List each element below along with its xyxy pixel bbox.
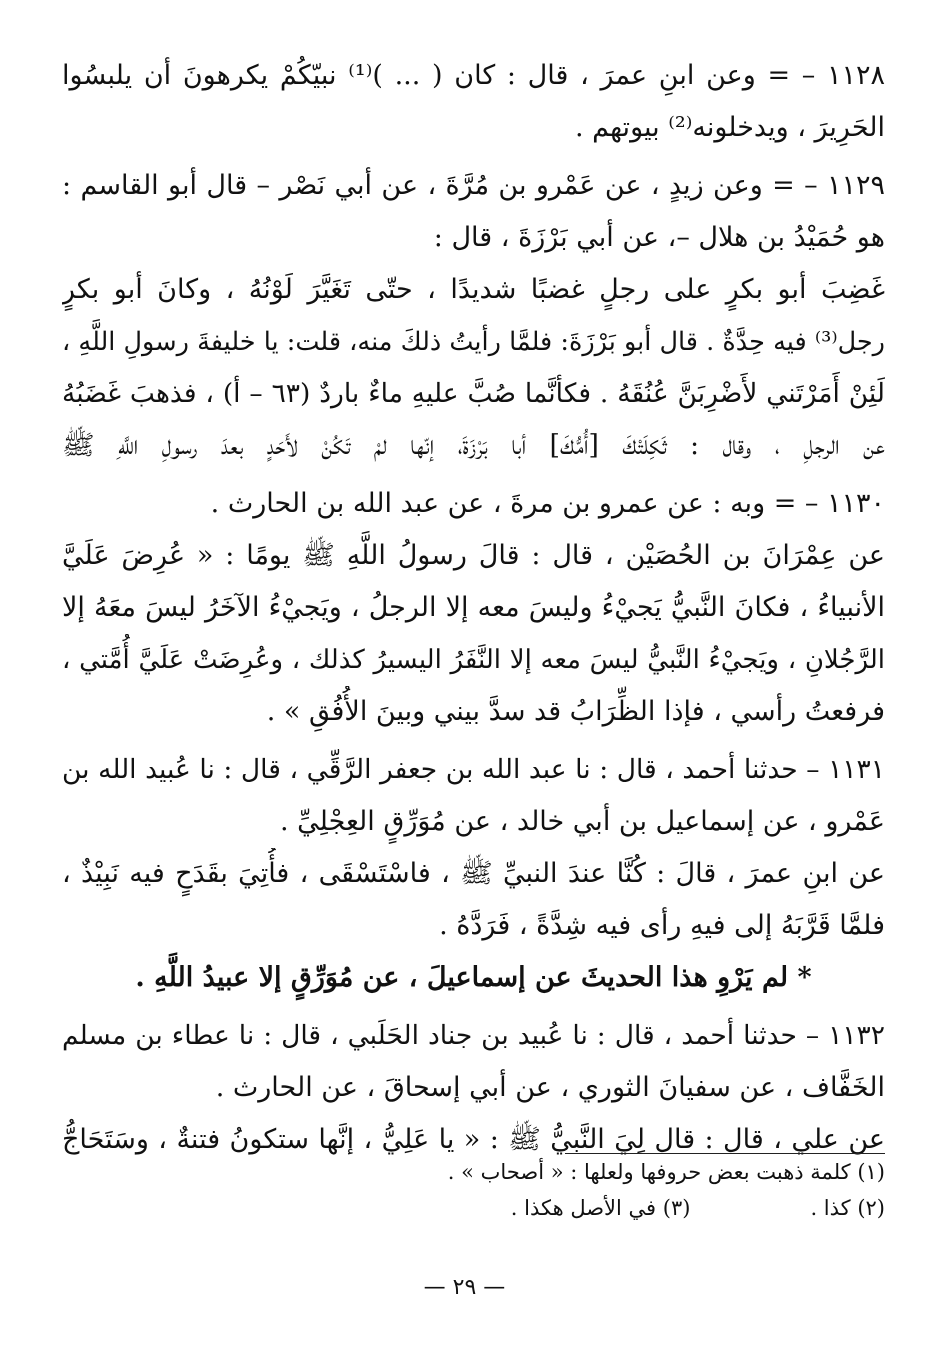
text-line: ١١٣١ – حدثنا أحمد ، قال : نا عبد الله بن جعفر الرَّقِّي ، قال : نا عُبيد الله بن xyxy=(62,754,885,785)
text-line: عن علي ، قال : قال لِيَ النَّبيُّ ﷺ : « يا عَلِيُّ ، إنَّها ستكونُ فتنةٌ ، وسَتَحَاجُّ xyxy=(62,1124,885,1155)
text-line: ١١٣٠ – = وبه : عن عمرو بن مرةَ ، عن عبد الله بن الحارث . xyxy=(210,488,885,519)
hadith-1132 xyxy=(62,1010,885,1166)
footnote-1: (١) كلمة ذهبت بعض حروفها ولعلها : « أصحاب » . xyxy=(447,1160,885,1184)
text-line: رجل⁽³⁾ فيه حِدَّةٌ . قال أبو بَرْزَةَ: فلمَّا رأيتُ ذلكَ منه، قلت: يا خليفةَ رسولِ اللَّهِ ، xyxy=(62,327,885,357)
text-line: ١١٢٨ – = وعن ابنِ عمرَ ، قال : كان ( ... )⁽¹⁾ نبيّكُمْ يكرهونَ أن يلبسُوا xyxy=(62,60,885,91)
text-line: غَضِبَ أبو بكرٍ على رجلٍ غضبًا شديدًا ، حتّى تَغَيَّرَ لَوْنُهُ ، وكانَ أبو بكرٍ xyxy=(62,274,885,305)
hadith-1131 xyxy=(62,744,885,1004)
text-line: فلمَّا قَرَّبَهُ إلى فيهِ رأى فيه شِدَّةً ، فَرَدَّهُ . xyxy=(439,910,885,941)
text-line: عَمْرو ، عن إسماعيل بن أبي خالد ، عن مُوَرِّقٍ العِجْلِيِّ . xyxy=(280,806,885,837)
text-line: الخَفَّاف ، عن سفيانَ الثوري ، عن أبي إسحاقَ ، عن الحارث . xyxy=(215,1072,885,1103)
hadith-1128 xyxy=(62,50,885,154)
text-line: فرفعتُ رأسي ، فإذا الظِّرَابُ قد سدَّ بيني وبينَ الأُفُقِ » . xyxy=(266,696,885,727)
text-line: هو حُمَيْدُ بن هلال –، عن أبي بَرْزَةَ ، قال : xyxy=(433,222,885,253)
footnote-2: (٢) كذا . xyxy=(810,1196,885,1220)
text-line: عن الرجلِ ، وقال : ثَكِلَتْكَ [أُمُّكَ] أبا بَرْزَةَ، إنّها لمْ تَكُنْ لأَحَدٍ بعدَ رسولِ اللَّهِ ﷺ xyxy=(62,430,885,461)
text-line: عن عِمْرَانَ بن الحُصَيْن ، قال : قالَ رسولُ اللَّهِ ﷺ يومًا : « عُرِضَ عَلَيَّ xyxy=(62,540,885,571)
text-line: الرَّجُلانِ ، ويَجيْءُ النَّبيُّ ليسَ معه إلا النَّفَرُ اليسيرُ كذلك ، وعُرِضَتْ عَلَيَّ أُمَّتي ، xyxy=(62,645,885,675)
footnote-row xyxy=(62,1190,885,1226)
text-line: ١١٢٩ – = وعن زيدٍ ، عن عَمْرو بن مُرَّةَ ، عن أبي نَصْر – قال أبو القاسم : xyxy=(62,170,885,201)
text-line: الحَرِيرَ ، ويدخلونه⁽²⁾ بيوتهم . xyxy=(574,112,885,143)
text-line: لَئِنْ أَمَرْتَني لأَضْرِبَنَّ عُنُقَهُ . فكأنَّما صُبَّ عليهِ ماءٌ باردٌ (٦٣ – أ) ، فذهبَ غَضَبُهُ xyxy=(62,378,885,409)
hadith-1129 xyxy=(62,160,885,472)
page-number: — ٢٩ — xyxy=(423,1275,506,1300)
footnotes xyxy=(62,1153,885,1226)
text-line: الأنبياءُ ، فكانَ النَّبيُّ يَجيْءُ وليسَ معه إلا الرجلُ ، ويَجيْءُ الآخَرُ ليسَ معَهُ إلا xyxy=(62,592,885,623)
text-line: ١١٣٢ – حدثنا أحمد ، قال : نا عُبيد بن جناد الحَلَبي ، قال : نا عطاء بن مسلم xyxy=(62,1020,885,1051)
footnote-3: (٣) في الأصل هكذا . xyxy=(510,1196,691,1220)
text-line: عن ابنِ عمرَ ، قالَ : كُنَّا عندَ النبيِّ ﷺ ، فاسْتَسْقَى ، فأُتِيَ بقَدَحٍ فيه نَبِيْذٌ ، xyxy=(62,858,885,889)
editor-note: * لم يَرْوِ هذا الحديثَ عن إسماعيلَ ، عن مُوَرِّقٍ إلا عبيدُ اللَّهِ . xyxy=(135,962,812,993)
hadith-1130 xyxy=(62,478,885,738)
